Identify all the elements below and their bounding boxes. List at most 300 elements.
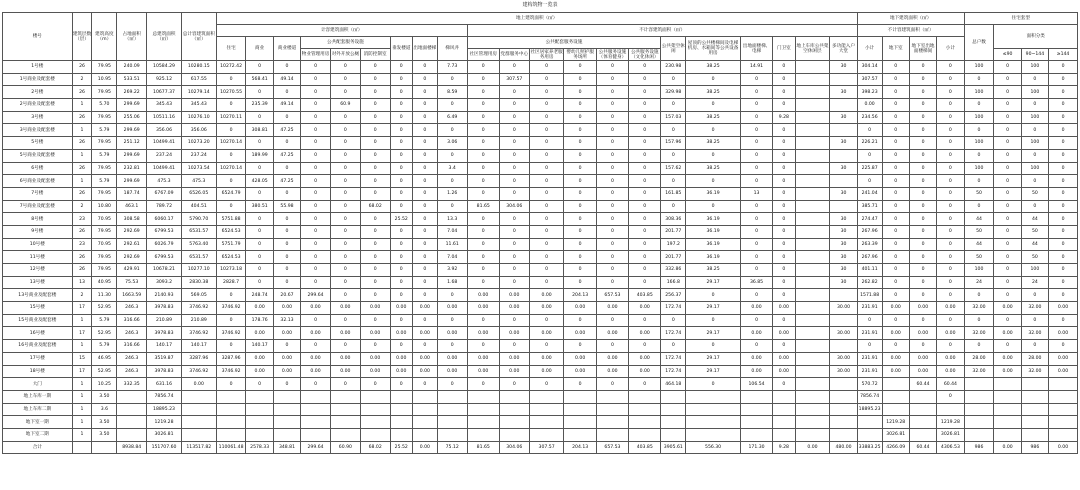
table-cell: 30.00 [830, 352, 857, 365]
table-cell: 0 [909, 251, 936, 264]
table-cell: 0 [596, 61, 628, 74]
table-cell: 0 [390, 162, 412, 175]
table-cell: 30 [830, 251, 857, 264]
table-cell: 44 [964, 238, 994, 251]
table-cell: 0 [412, 137, 437, 150]
table-cell [994, 390, 1021, 403]
table-cell: 0 [909, 314, 936, 327]
table-cell: 0 [937, 137, 964, 150]
table-cell: 166.8 [661, 276, 686, 289]
table-cell: 32.13 [273, 314, 300, 327]
table-cell: 0 [529, 162, 564, 175]
table-cell: 0 [360, 314, 390, 327]
table-cell: 6767.09 [147, 187, 182, 200]
table-cell: 50 [964, 225, 994, 238]
table-cell: 38.25 [686, 61, 741, 74]
table-cell: 0 [773, 61, 795, 74]
table-cell: 3746.92 [181, 365, 216, 378]
table-cell [72, 441, 92, 454]
table-cell: 237.24 [181, 149, 216, 162]
header-cell: 地下室出地面楼梯间 [909, 37, 936, 61]
table-cell [795, 99, 830, 112]
table-cell [994, 378, 1021, 391]
table-cell: 0.00 [596, 302, 628, 315]
table-cell: 18895.23 [147, 403, 182, 416]
table-cell: 0 [564, 238, 596, 251]
table-cell [596, 428, 628, 441]
table-cell: 0 [1049, 213, 1078, 226]
table-cell: 0 [773, 289, 795, 302]
table-cell [330, 428, 360, 441]
table-cell: 429.91 [117, 264, 147, 277]
table-cell: 0 [773, 175, 795, 188]
table-cell [795, 137, 830, 150]
header-cell: 消防控制室 [360, 49, 390, 61]
table-cell: 3746.92 [181, 327, 216, 340]
building-name-cell: 8号楼 [3, 213, 73, 226]
table-cell: 0 [596, 264, 628, 277]
table-cell: 0 [937, 213, 964, 226]
table-cell: 6799.53 [147, 225, 182, 238]
table-cell: 3287.96 [181, 352, 216, 365]
table-cell [740, 390, 772, 403]
table-cell: 1 [72, 403, 92, 416]
table-cell: 0 [390, 289, 412, 302]
table-cell: 5.79 [92, 175, 117, 188]
header-cell: 住宅套型 [964, 13, 1077, 25]
table-cell: 0 [564, 225, 596, 238]
table-cell: 274.47 [857, 213, 882, 226]
table-cell: 0 [246, 276, 273, 289]
table-cell: 100 [964, 137, 994, 150]
header-cell: 物业管理用房 [301, 49, 331, 61]
table-cell: 3746.92 [181, 302, 216, 315]
table-cell: 0 [964, 340, 994, 353]
table-cell: 0 [412, 225, 437, 238]
table-cell: 0 [273, 340, 300, 353]
table-cell: 0 [661, 99, 686, 112]
table-cell: 0 [360, 137, 390, 150]
table-cell: 230.98 [661, 61, 686, 74]
table-cell [629, 428, 661, 441]
table-cell: 0 [499, 99, 529, 112]
table-cell: 13.3 [437, 213, 467, 226]
table-cell [937, 403, 964, 416]
header-cell: 公共配套服务设施 [467, 37, 661, 49]
table-cell: 0 [740, 251, 772, 264]
table-cell: 0 [529, 251, 564, 264]
table-cell: 0.00 [909, 352, 936, 365]
table-cell: 210.89 [147, 314, 182, 327]
table-cell: 6531.57 [181, 225, 216, 238]
table-cell: 0 [273, 276, 300, 289]
table-cell [1049, 403, 1078, 416]
table-cell: 0 [467, 187, 499, 200]
table-cell: 5751.88 [216, 213, 246, 226]
table-cell: 3978.83 [147, 365, 182, 378]
table-cell: 10511.16 [147, 111, 182, 124]
table-cell: 0.00 [301, 352, 331, 365]
table-cell: 52.95 [92, 365, 117, 378]
table-cell: 0 [1049, 187, 1078, 200]
building-name-cell: 9号楼 [3, 225, 73, 238]
table-cell: 3.50 [92, 428, 117, 441]
table-cell: 3.06 [437, 137, 467, 150]
table-cell [830, 428, 857, 441]
table-cell: 38.25 [686, 86, 741, 99]
table-cell: 1219.28 [882, 416, 909, 429]
table-cell [529, 390, 564, 403]
header-cell: 商业楼道 [273, 37, 300, 61]
table-cell: 79.95 [92, 137, 117, 150]
table-cell: 3.50 [92, 390, 117, 403]
table-cell: 404.51 [181, 200, 216, 213]
table-cell: 1 [72, 149, 92, 162]
table-cell: 0 [882, 340, 909, 353]
header-cell: 地下室 [882, 37, 909, 61]
table-cell: 0 [661, 200, 686, 213]
table-cell: 0.00 [740, 302, 772, 315]
table-cell: 0.00 [360, 352, 390, 365]
building-name-cell: 2号楼 [3, 86, 73, 99]
table-cell: 0 [360, 225, 390, 238]
table-cell [795, 124, 830, 137]
table-cell: 0 [273, 137, 300, 150]
table-cell: 0.00 [273, 365, 300, 378]
table-cell: 0 [994, 86, 1021, 99]
table-row [3, 428, 1078, 441]
table-cell: 0 [467, 149, 499, 162]
table-cell: 316.66 [117, 340, 147, 353]
table-cell: 0 [301, 111, 331, 124]
table-cell: 0.00 [437, 352, 467, 365]
table-cell: 0 [882, 111, 909, 124]
table-cell: 380.51 [246, 200, 273, 213]
table-cell: 0 [216, 314, 246, 327]
table-cell: 0 [629, 251, 661, 264]
table-cell: 3746.92 [216, 302, 246, 315]
table-cell: 307.57 [499, 73, 529, 86]
table-cell: 1 [72, 340, 92, 353]
table-cell [246, 416, 273, 429]
table-cell: 0 [273, 251, 300, 264]
table-cell: 100 [964, 61, 994, 74]
table-cell: 0 [467, 137, 499, 150]
table-cell: 0 [1021, 340, 1048, 353]
table-cell: 0 [773, 124, 795, 137]
table-cell: 201.77 [661, 251, 686, 264]
table-cell: 299.64 [301, 441, 331, 454]
table-cell: 0 [330, 238, 360, 251]
header-cell: 地上建筑面积（㎡） [216, 13, 857, 25]
table-cell: 0 [330, 175, 360, 188]
table-cell: 0.00 [629, 365, 661, 378]
table-cell: 0 [390, 314, 412, 327]
table-cell: 60.44 [909, 441, 936, 454]
table-cell: 308.81 [246, 124, 273, 137]
table-cell: 0 [937, 314, 964, 327]
table-cell: 0 [596, 276, 628, 289]
table-cell: 0 [773, 213, 795, 226]
table-cell: 0.00 [882, 327, 909, 340]
table-cell: 30 [830, 225, 857, 238]
table-cell: 0.00 [467, 352, 499, 365]
header-cell: 总建筑面积（㎡） [147, 13, 182, 61]
table-row [3, 340, 1078, 353]
table-cell: 0 [412, 111, 437, 124]
table-cell: 10270.55 [216, 86, 246, 99]
table-cell: 0 [529, 73, 564, 86]
table-cell: 0 [301, 187, 331, 200]
table-cell: 0.00 [994, 441, 1021, 454]
table-cell [1049, 416, 1078, 429]
table-cell: 0 [1049, 238, 1078, 251]
table-cell [795, 403, 830, 416]
table-cell [529, 428, 564, 441]
table-cell: 0 [360, 86, 390, 99]
table-cell: 0 [529, 264, 564, 277]
table-cell: 332.35 [117, 378, 147, 391]
table-cell: 0 [564, 314, 596, 327]
table-cell [117, 428, 147, 441]
table-row [3, 175, 1078, 188]
table-cell: 0 [390, 86, 412, 99]
table-cell: 38.25 [686, 162, 741, 175]
table-cell: 0 [301, 314, 331, 327]
table-cell: 0 [216, 73, 246, 86]
table-cell: 0 [964, 175, 994, 188]
table-cell: 292.69 [117, 251, 147, 264]
table-cell [795, 238, 830, 251]
table-cell: 10678.21 [147, 264, 182, 277]
table-cell [964, 378, 994, 391]
building-name-cell: 17号楼 [3, 352, 73, 365]
table-cell: 0 [661, 149, 686, 162]
table-cell: 0 [390, 251, 412, 264]
table-cell: 0 [882, 149, 909, 162]
header-cell: 地下建筑面积（㎡） [857, 13, 964, 25]
table-cell: 0 [246, 378, 273, 391]
table-cell [390, 416, 412, 429]
table-cell: 246.3 [117, 327, 147, 340]
table-row [3, 137, 1078, 150]
table-cell: 568.41 [246, 73, 273, 86]
table-cell: 0.00 [437, 327, 467, 340]
table-cell: 140.17 [147, 340, 182, 353]
table-cell: 11.30 [92, 289, 117, 302]
table-cell: 79.95 [92, 61, 117, 74]
building-name-cell: 地下室一期 [3, 416, 73, 429]
table-cell: 0 [937, 162, 964, 175]
table-cell [686, 428, 741, 441]
table-cell: 10273.20 [181, 137, 216, 150]
table-cell: 0 [629, 99, 661, 112]
table-cell: 0.00 [596, 352, 628, 365]
table-cell: 0 [273, 225, 300, 238]
header-cell: 占地面积（㎡） [117, 13, 147, 61]
table-row [3, 86, 1078, 99]
table-cell: 403.85 [629, 441, 661, 454]
table-cell: 0.00 [629, 352, 661, 365]
table-cell: 0.00 [564, 327, 596, 340]
table-cell: 0 [390, 124, 412, 137]
table-cell: 79.95 [92, 86, 117, 99]
table-cell: 0 [360, 289, 390, 302]
table-cell [437, 416, 467, 429]
table-cell: 0 [467, 175, 499, 188]
table-cell: 0 [301, 73, 331, 86]
table-cell: 0 [246, 162, 273, 175]
table-cell: 0 [882, 289, 909, 302]
table-cell: 0.00 [301, 327, 331, 340]
table-cell [795, 302, 830, 315]
header-cell: 计容建筑面积（㎡） [216, 25, 467, 37]
table-cell: 24 [1021, 276, 1048, 289]
table-cell: 0 [937, 111, 964, 124]
table-cell: 2578.33 [246, 441, 273, 454]
table-cell: 36.19 [686, 213, 741, 226]
table-cell [830, 99, 857, 112]
table-cell: 0 [937, 238, 964, 251]
table-cell: 267.96 [857, 225, 882, 238]
table-cell: 0 [301, 124, 331, 137]
building-name-cell: 13号楼 [3, 276, 73, 289]
table-cell [360, 428, 390, 441]
table-cell: 30 [830, 111, 857, 124]
table-cell: 0 [412, 86, 437, 99]
table-cell: 299.69 [117, 99, 147, 112]
table-cell: 0 [937, 200, 964, 213]
table-cell [412, 416, 437, 429]
table-cell: 10280.15 [181, 61, 216, 74]
table-cell: 308.36 [661, 213, 686, 226]
table-cell: 0 [629, 175, 661, 188]
table-cell: 0 [467, 73, 499, 86]
table-cell [795, 200, 830, 213]
table-cell [795, 213, 830, 226]
table-cell: 0 [564, 73, 596, 86]
table-cell [795, 416, 830, 429]
table-cell: 0 [596, 314, 628, 327]
table-cell: 0 [909, 264, 936, 277]
table-cell: 0 [882, 264, 909, 277]
table-cell: 0 [412, 340, 437, 353]
table-cell: 29.17 [686, 327, 741, 340]
table-cell: 0 [773, 200, 795, 213]
table-cell: 0 [437, 314, 467, 327]
table-cell: 0 [529, 225, 564, 238]
table-cell [795, 340, 830, 353]
table-cell: 0 [467, 314, 499, 327]
table-cell: 75.12 [437, 441, 467, 454]
table-cell: 0 [909, 213, 936, 226]
table-cell: 0 [740, 149, 772, 162]
table-cell [795, 251, 830, 264]
table-cell [795, 314, 830, 327]
table-cell: 316.66 [117, 314, 147, 327]
table-cell: 0 [686, 124, 741, 137]
header-cell: 建筑高度（m） [92, 13, 117, 61]
table-cell: 0 [564, 149, 596, 162]
table-cell [830, 73, 857, 86]
building-name-cell: 10号楼 [3, 238, 73, 251]
table-cell: 0.00 [937, 352, 964, 365]
table-cell: 0 [596, 378, 628, 391]
table-cell: 10279.14 [181, 86, 216, 99]
table-cell [564, 403, 596, 416]
header-cell: 门卫室 [773, 37, 795, 61]
table-cell: 5.79 [92, 124, 117, 137]
table-cell: 0 [937, 149, 964, 162]
table-cell [909, 390, 936, 403]
table-cell: 0 [661, 314, 686, 327]
table-cell: 0 [882, 238, 909, 251]
table-cell: 533.51 [117, 73, 147, 86]
table-cell: 0 [596, 213, 628, 226]
table-cell: 0.00 [629, 302, 661, 315]
table-cell: 0 [564, 99, 596, 112]
table-cell: 0 [773, 314, 795, 327]
table-cell: 0 [437, 149, 467, 162]
table-cell [830, 378, 857, 391]
table-cell: 0 [882, 314, 909, 327]
table-cell [390, 390, 412, 403]
table-cell: 0 [773, 276, 795, 289]
table-cell [360, 390, 390, 403]
table-cell: 30 [830, 264, 857, 277]
table-cell: 3093.2 [147, 276, 182, 289]
table-cell: 0.00 [412, 441, 437, 454]
table-cell: 201.77 [661, 225, 686, 238]
table-cell: 0 [529, 86, 564, 99]
table-cell: 0 [773, 264, 795, 277]
header-cell: 小计 [937, 37, 964, 61]
table-cell: 7856.74 [147, 390, 182, 403]
table-cell: 241.04 [857, 187, 882, 200]
table-cell [246, 428, 273, 441]
table-cell: 0 [467, 124, 499, 137]
table-cell: 10270.11 [216, 111, 246, 124]
table-cell: 0 [937, 124, 964, 137]
table-row [3, 264, 1078, 277]
table-cell: 0 [437, 289, 467, 302]
building-name-cell: 合计 [3, 441, 73, 454]
table-cell: 0 [437, 340, 467, 353]
header-cell: 党群服务中心 [499, 49, 529, 61]
table-cell [773, 390, 795, 403]
table-cell: 17 [72, 327, 92, 340]
table-cell: 0 [994, 61, 1021, 74]
table-cell: 26 [72, 111, 92, 124]
table-cell: 0.00 [390, 302, 412, 315]
table-cell: 0 [1049, 340, 1078, 353]
table-cell: 0 [301, 378, 331, 391]
table-cell: 0 [994, 137, 1021, 150]
header-cell: ≥144 [1049, 49, 1078, 61]
table-cell: 345.43 [181, 99, 216, 112]
table-cell: 0 [773, 149, 795, 162]
table-cell: 0 [740, 314, 772, 327]
table-cell: 0.00 [246, 302, 273, 315]
table-cell: 0 [499, 340, 529, 353]
table-cell [795, 378, 830, 391]
table-cell [1021, 403, 1048, 416]
table-cell: 0 [499, 276, 529, 289]
table-cell: 0 [499, 175, 529, 188]
table-cell: 0 [994, 289, 1021, 302]
header-cell: 总户数 [964, 25, 994, 61]
table-cell: 0.00 [499, 327, 529, 340]
